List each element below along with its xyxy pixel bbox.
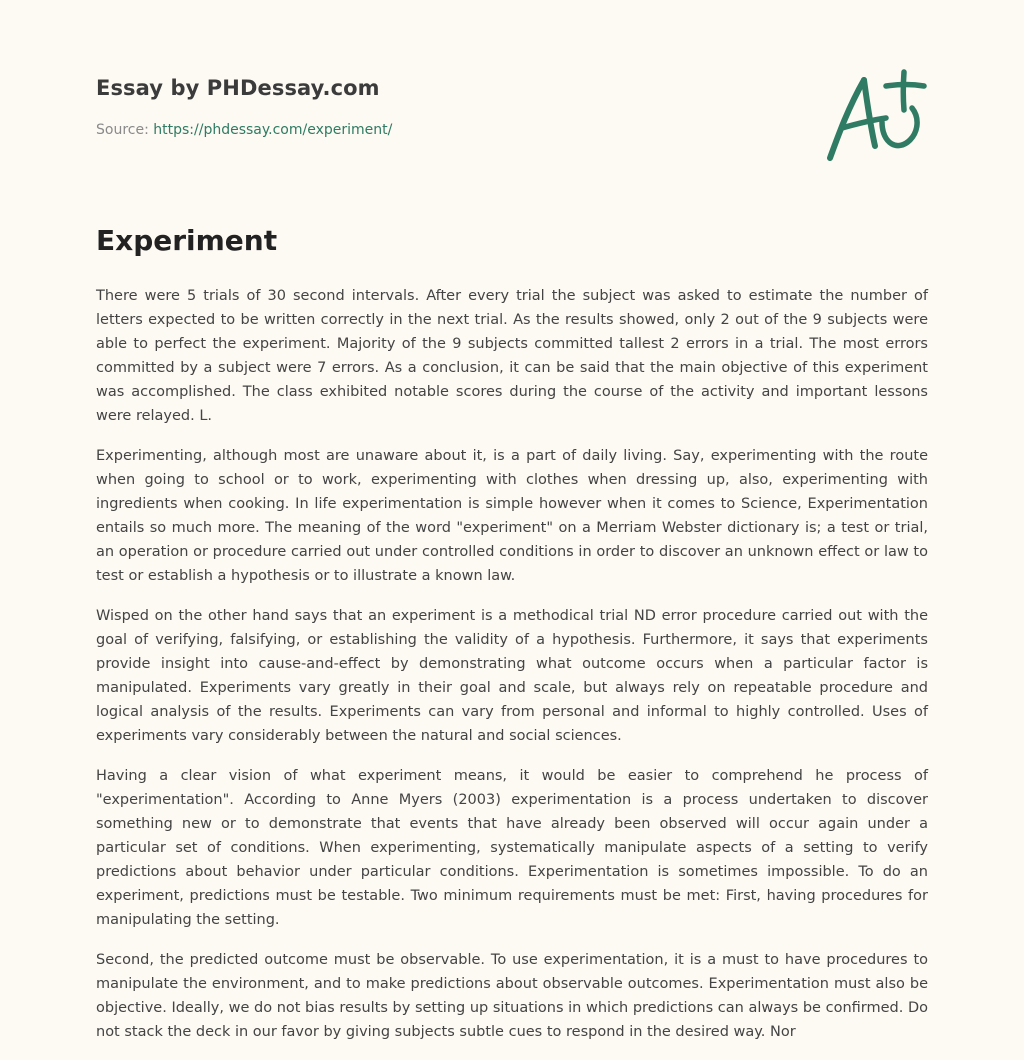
paragraph: Second, the predicted outcome must be observable. To use experimentation, it is a must to have procedures to manipulate the environment, and to make predictions about observable outcomes. Experimentation must also be objective. Ideally, we do not bias results by setting up situations in which predictions can always be confirmed. Do not stack the deck in our favor by giving subjects subtle cues to respond in the desired way. Nor (96, 952, 928, 1040)
paragraph: There were 5 trials of 30 second intervals. After every trial the subject was asked to estimate the number of letters expected to be written correctly in the next trial. As the results showed, only 2 out of the 9 subjects were able to perfect the experiment. Majority of the 9 subjects committed tallest 2 errors in a trial. The most errors committed by a subject were 7 errors. As a conclusion, it can be said that the main objective of this experiment was accomplished. The class exhibited notable scores during the course of the activity and important lessons were relayed. L. (96, 288, 928, 424)
paragraph: Having a clear vision of what experiment means, it would be easier to comprehend he process of "experimentation". According to Anne Myers (2003) experimentation is a process undertaken to discover something new or to demonstrate that events that have already been observed will occur again under a particular set of conditions. When experimenting, systematically manipulate aspects of a setting to verify predictions about behavior under particular conditions. Experimentation is sometimes impossible. To do an experiment, predictions must be testable. Two minimum requirements must be met: First, having procedures for manipulating the setting. (96, 768, 928, 928)
site-title: Essay by PHDessay.com (96, 76, 380, 100)
paragraph: Experimenting, although most are unaware about it, is a part of daily living. Say, experimenting with the route when going to school or to work, experimenting with clothes when dressing up, also, experimenting with ingredients when cooking. In life experimentation is simple however when it comes to Science, Experimentation entails so much more. The meaning of the word "experiment" on a Merriam Webster dictionary is; a test or trial, an operation or procedure carried out under controlled conditions in order to discover an unknown effect or law to test or establish a hypothesis or to illustrate a known law. (96, 448, 928, 584)
essay-body (96, 284, 928, 1060)
essay-header (96, 76, 696, 138)
paragraph: Wisped on the other hand says that an experiment is a methodical trial ND error procedure carried out with the goal of verifying, falsifying, or establishing the validity of a hypothesis. Furthermore, it says that experiments provide insight into cause-and-effect by demonstrating what outcome occurs when a particular factor is manipulated. Experiments vary greatly in their goal and scale, but always rely on repeatable procedure and logical analysis of the results. Experiments can vary from personal and informal to highly controlled. Uses of experiments vary considerably between the natural and social sciences. (96, 608, 928, 744)
source-link[interactable]: https://phdessay.com/experiment/ (153, 122, 393, 138)
document-title: Experiment (96, 224, 278, 257)
source-line (96, 122, 696, 138)
source-label: Source: (96, 122, 149, 138)
a-plus-grade-icon (820, 66, 930, 166)
